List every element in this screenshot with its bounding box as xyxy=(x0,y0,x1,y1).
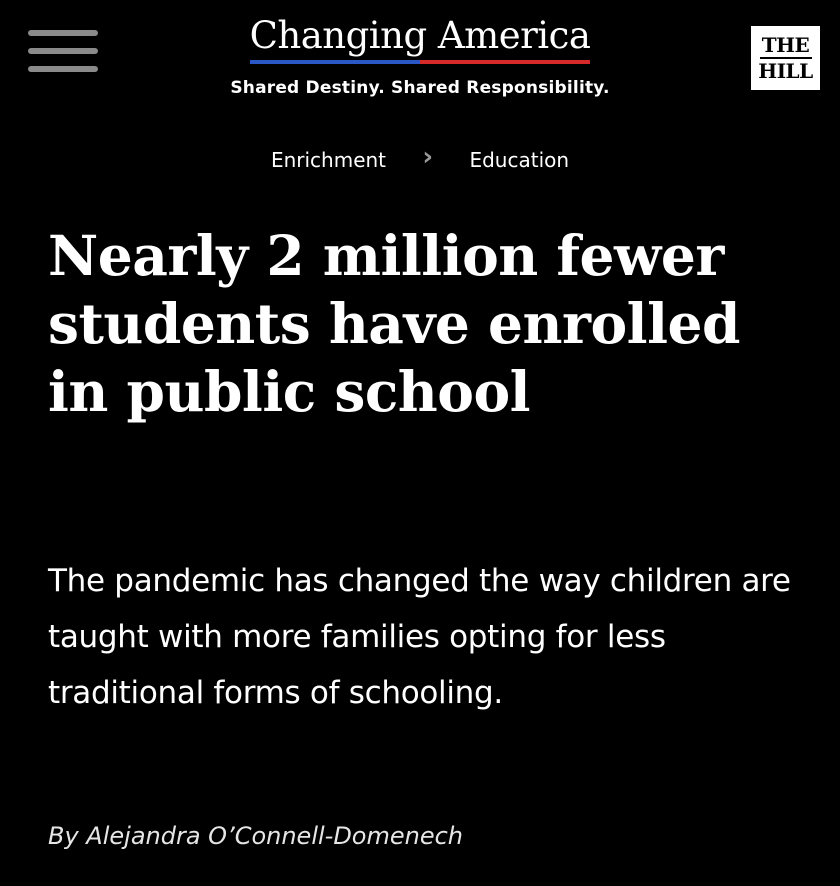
menu-bar xyxy=(28,48,98,54)
underline-blue-segment xyxy=(250,60,420,64)
article-headline: Nearly 2 million fewer students have enrolled in public school xyxy=(48,223,740,424)
breadcrumb xyxy=(0,141,840,172)
hamburger-menu-button[interactable] xyxy=(28,27,100,75)
breadcrumb-education[interactable]: Education xyxy=(469,147,570,172)
breadcrumb-enrichment[interactable]: Enrichment xyxy=(270,147,387,172)
brand-underline xyxy=(250,60,591,64)
site-title: Changing America xyxy=(249,14,591,57)
menu-bar xyxy=(28,30,98,36)
article-subhead: The pandemic has changed the way children are taught with more families opting for less traditional forms of schooling. xyxy=(48,563,791,711)
menu-bar xyxy=(28,66,98,72)
underline-red-segment xyxy=(420,60,590,64)
masthead xyxy=(150,14,690,98)
site-tagline: Shared Destiny. Shared Responsibility. xyxy=(230,78,610,98)
chevron-right-icon: › xyxy=(422,141,434,172)
article-byline[interactable]: By Alejandra O’Connell-Domenech xyxy=(48,822,464,850)
the-hill-logo[interactable] xyxy=(751,26,820,90)
the-hill-logo-line2: HILL xyxy=(758,58,813,83)
site-logo-link[interactable] xyxy=(250,14,591,64)
the-hill-logo-line1: THE xyxy=(761,32,810,57)
